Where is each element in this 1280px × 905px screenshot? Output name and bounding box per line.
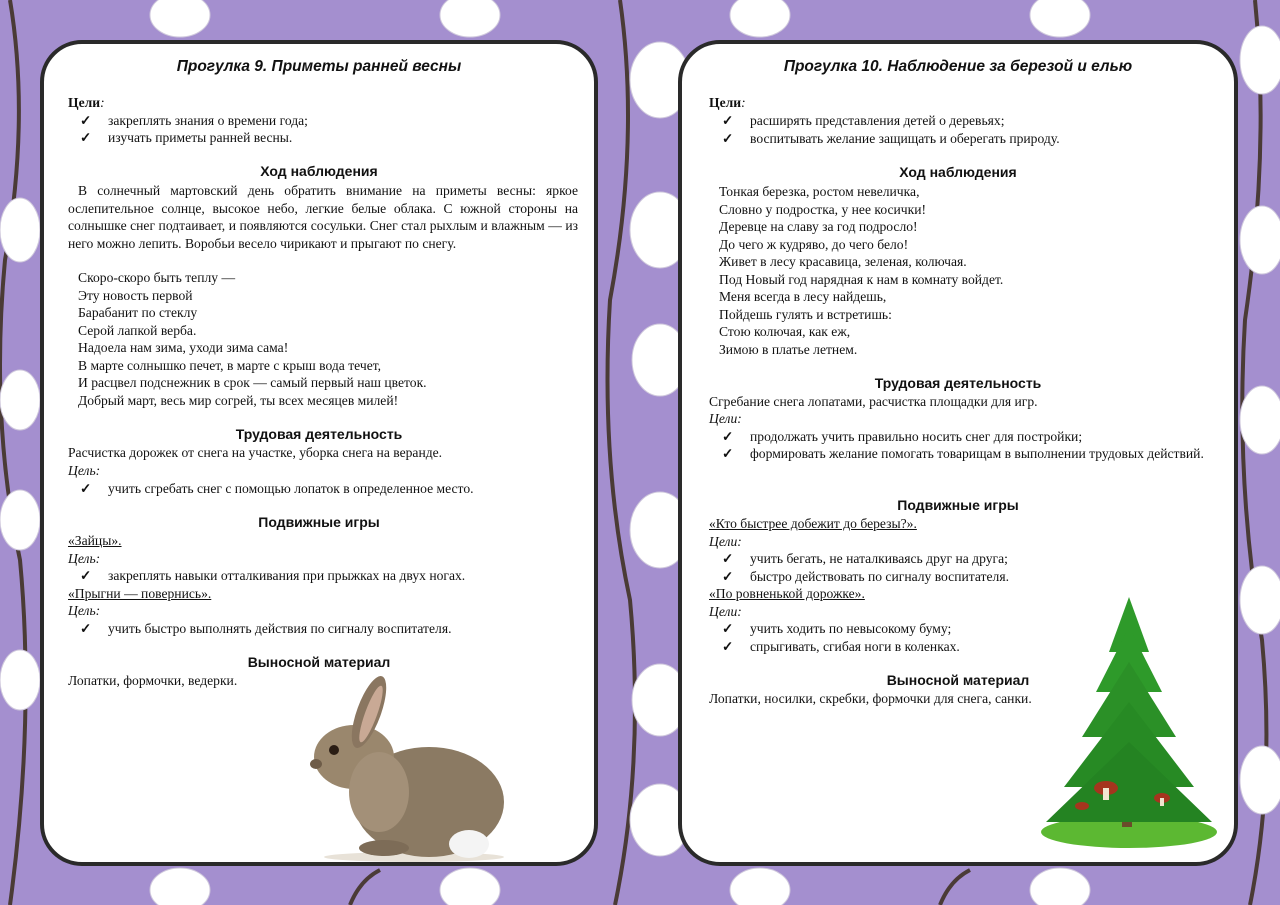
right-labor-text: Сгребание снега лопатами, расчистка площадки для игр. (709, 394, 1038, 409)
left-game2-name: «Прыгни — повернись». (68, 586, 212, 601)
right-poem-line: Стою колючая, как еж, (719, 324, 851, 339)
right-poem-line: Тонкая березка, ростом невеличка, (719, 184, 920, 199)
left-observation-heading: Ход наблюдения (260, 163, 378, 179)
left-poem-line: Серой лапкой верба. (78, 323, 197, 338)
right-games-heading: Подвижные игры (897, 497, 1019, 513)
left-labor-goal-item: ✓ учить сгребать снег с помощью лопаток в определенное место. (108, 480, 474, 497)
left-card (40, 40, 598, 866)
right-poem-line: Меня всегда в лесу найдешь, (719, 289, 887, 304)
right-poem-line: До чего ж кудряво, до чего бело! (719, 237, 909, 252)
left-labor-heading: Трудовая деятельность (235, 426, 403, 442)
left-labor-goal-label: Цель: (68, 463, 101, 478)
right-game2-name: «По ровненькой дорожке». (709, 586, 865, 601)
right-observation-heading: Ход наблюдения (899, 164, 1017, 180)
left-poem-line: Надоела нам зима, уходи зима сама! (78, 340, 289, 355)
right-poem-line: Словно у подростка, у нее косички! (719, 202, 926, 217)
right-title: Прогулка 10. Наблюдение за березой и елью (783, 58, 1133, 75)
left-game2-goal-label: Цель: (68, 603, 101, 618)
left-game1-name: «Зайцы». (68, 533, 122, 548)
right-labor-goal-item: ✓ формировать желание помогать товарищам в выполнении трудовых действий. (750, 445, 1218, 463)
right-labor-goal-item: ✓ продолжать учить правильно носить снег для постройки; (750, 428, 1082, 445)
right-material-heading: Выносной материал (886, 672, 1030, 688)
right-goal-item: ✓ расширять представления детей о деревьях; (750, 112, 1005, 129)
left-material-text: Лопатки, формочки, ведерки. (68, 673, 238, 688)
left-title: Прогулка 9. Приметы ранней весны (176, 58, 462, 75)
right-game1-goal-item: ✓ быстро действовать по сигналу воспитателя. (750, 568, 1009, 585)
left-game1-goal-label: Цель: (68, 551, 101, 566)
left-poem-line: Добрый март, весь мир согрей, ты всех месяцев милей! (78, 393, 399, 408)
right-poem-line: Живет в лесу красавица, зеленая, колючая. (719, 254, 967, 269)
right-game2-goal-label: Цели: (709, 604, 742, 619)
left-labor-text: Расчистка дорожек от снега на участке, уборка снега на веранде. (68, 445, 443, 460)
right-game1-goal-label: Цели: (709, 534, 742, 549)
left-poem-line: В марте солнышко печет, в марте с крыш вода течет, (78, 358, 382, 373)
left-observation-text: В солнечный мартовский день обратить внимание на приметы весны: яркое ослепительное солнце, высокое небо, легкие белые облака. С южной стороны на солнышке снег подтаивает, и появляются сосульки. Снег стал рыхлым и влажным — из него можно лепить. Воробьи весело чирикают и прыгают по снегу. (68, 183, 578, 251)
left-goals-label: Цели: (68, 95, 105, 110)
right-labor-heading: Трудовая деятельность (874, 375, 1042, 391)
left-poem-line: Эту новость первой (78, 288, 193, 303)
left-material-heading: Выносной материал (247, 654, 391, 670)
right-game2-goal-item: ✓ спрыгивать, сгибая ноги в коленках. (750, 638, 960, 655)
right-goal-item: ✓ воспитывать желание защищать и оберегать природу. (750, 130, 1060, 147)
right-game1-goal-item: ✓ учить бегать, не наталкиваясь друг на друга; (750, 550, 1008, 567)
fir-tree-illustration (1034, 592, 1224, 852)
right-card (678, 40, 1238, 866)
right-game1-name: «Кто быстрее добежит до березы?». (709, 516, 917, 531)
left-poem-line: И расцвел подснежник в срок — самый первый наш цветок. (78, 375, 427, 390)
left-games-heading: Подвижные игры (258, 514, 380, 530)
left-game2-goal-item: ✓ учить быстро выполнять действия по сигналу воспитателя. (108, 620, 451, 637)
left-poem-line: Барабанит по стеклу (78, 305, 198, 320)
left-poem-line: Скоро-скоро быть теплу — (78, 270, 236, 285)
left-game1-goal-item: ✓ закреплять навыки отталкивания при прыжках на двух ногах. (108, 567, 465, 584)
left-goal-item: ✓ закреплять знания о времени года; (108, 112, 308, 129)
right-poem-line: Деревце на славу за год подросло! (719, 219, 918, 234)
right-game2-goal-item: ✓ учить ходить по невысокому буму; (750, 620, 951, 637)
right-goals-label: Цели: (709, 95, 746, 110)
right-poem-line: Зимою в платье летнем. (719, 342, 858, 357)
right-labor-goal-label: Цели: (709, 411, 742, 426)
right-material-text: Лопатки, носилки, скребки, формочки для снега, санки. (709, 691, 1032, 706)
rabbit-illustration (294, 672, 514, 862)
right-poem-line: Под Новый год нарядная к нам в комнату войдет. (719, 272, 1004, 287)
right-poem-line: Пойдешь гулять и встретишь: (719, 307, 892, 322)
left-goal-item: ✓ изучать приметы ранней весны. (108, 129, 292, 146)
